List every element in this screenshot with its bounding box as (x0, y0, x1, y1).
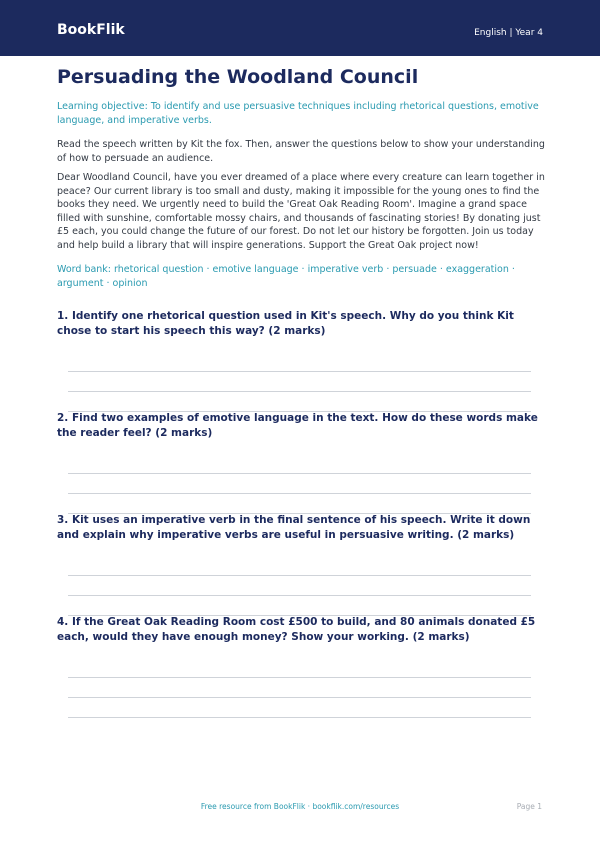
footer-text: Free resource from BookFlik · bookflik.com/resources (200, 802, 400, 811)
question-3: 3. Kit uses an imperative verb in the final sentence of his speech. Write it down and explain why imperative verbs are useful in persuasive writing. (2 marks) (57, 514, 531, 541)
question-1: 1. Identify one rhetorical question used in Kit's speech. Why do you think Kit chose to start his speech this way? (2 marks) (57, 310, 514, 337)
instructions: Read the speech written by Kit the fox. Then, answer the questions below to show your understanding of how to persuade an audience. (57, 139, 545, 164)
page-number: Page 1 (516, 802, 542, 811)
speech-text: Dear Woodland Council, have you ever dreamed of a place where every creature can learn together in peace? Our current library is too small and dusty, making it impossible for the young ones to find the books they need. We urgently need to build the 'Great Oak Reading Room'. Imagine a grand space filled with sunshine, comfortable mossy chairs, and thousands of fascinating stories! By donating just £5 each, you could change the future of our forest. Do not let our history be forgotten. Join us today and help build a library that will inspire generations. Support the Great Oak project now! (57, 172, 545, 251)
worksheet-title: Persuading the Woodland Council (57, 66, 419, 88)
answer-line[interactable] (68, 595, 531, 596)
question-4: 4. If the Great Oak Reading Room cost £500 to build, and 80 animals donated £5 each, would they have enough money? Show your working. (2 marks) (57, 616, 536, 643)
answer-line[interactable] (68, 697, 531, 698)
answer-line[interactable] (68, 677, 531, 678)
learning-objective: Learning objective: To identify and use persuasive techniques including rhetorical questions, emotive language, and imperative verbs. (57, 101, 539, 126)
answer-line[interactable] (68, 717, 531, 718)
question-2: 2. Find two examples of emotive language in the text. How do these words make the reader feel? (2 marks) (57, 412, 538, 439)
word-bank: Word bank: rhetorical question · emotive language · imperative verb · persuade · exaggeration · argument · opinion (57, 264, 515, 289)
answer-line[interactable] (68, 371, 531, 372)
answer-line[interactable] (68, 391, 531, 392)
answer-line[interactable] (68, 493, 531, 494)
subject-label: English | Year 4 (474, 28, 543, 38)
brand-logo: BookFlik (57, 22, 125, 38)
page-header (0, 0, 600, 56)
answer-line[interactable] (68, 473, 531, 474)
answer-line[interactable] (68, 575, 531, 576)
